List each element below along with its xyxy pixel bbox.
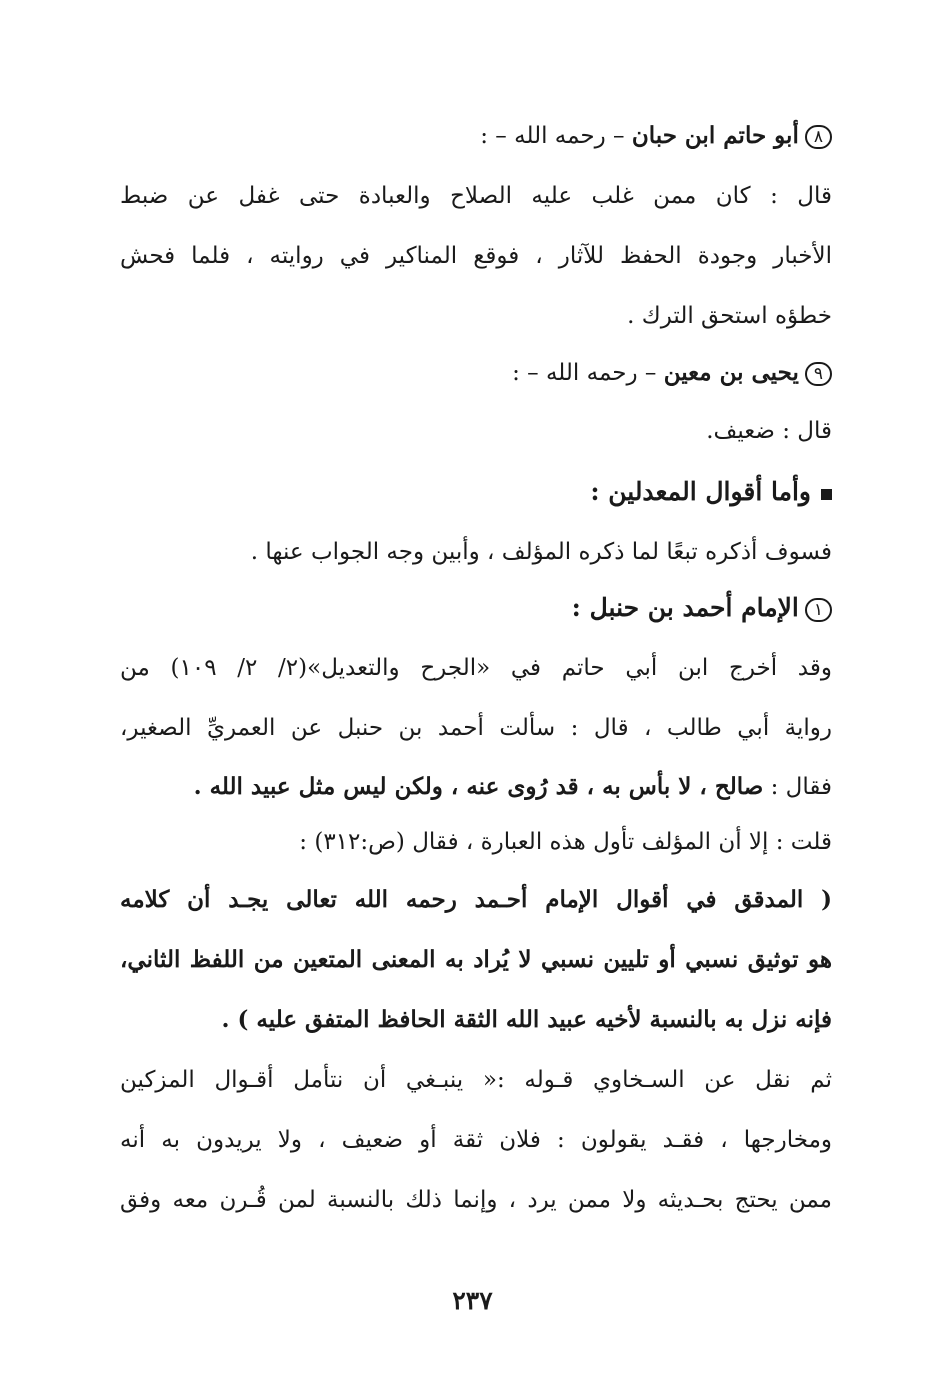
entry-name: أبو حاتم ابن حبان bbox=[631, 122, 799, 149]
bold-quote-line: هو توثيق نسبي أو تليين نسبي لا يُراد به المعنى المتعين من اللفظ الثاني، bbox=[120, 946, 832, 973]
entry-number-badge: ٩ bbox=[805, 362, 832, 386]
square-bullet-icon bbox=[821, 489, 832, 500]
paragraph-line: وقد أخرج ابن أبي حاتم في «الجرح والتعديل»(٢/ ٢/ ١٠٩) من bbox=[120, 655, 832, 681]
entry-9-heading bbox=[120, 353, 832, 393]
section-heading bbox=[120, 472, 832, 513]
paragraph-line: ممن يحتج بحـديثه ولا ممن يرد ، وإنما ذلك بالنسبة لمن قُـرن معه وفق bbox=[120, 1187, 832, 1213]
quote-bold: صالح ، لا بأس به ، قد رُوى عنه ، ولكن ليس مثل عبيد الله . bbox=[193, 773, 764, 800]
quote-line bbox=[120, 767, 832, 807]
paragraph-line: رواية أبي طالب ، قال : سألت أحمد بن حنبل عن العمريِّ الصغير، bbox=[120, 715, 832, 741]
paragraph-line: فسوف أذكره تبعًا لما ذكره المؤلف ، وأبين وجه الجواب عنها . bbox=[250, 539, 832, 565]
entry-suffix: – رحمه الله – : bbox=[512, 360, 657, 386]
entry-name: يحيى بن معين bbox=[663, 359, 799, 386]
quote-prefix: فقال : bbox=[770, 774, 832, 800]
paragraph-line: ثم نقل عن السـخاوي قـوله :« ينبـغي أن نتأمل أقـوال المزكين bbox=[120, 1067, 832, 1093]
imam-heading bbox=[120, 588, 832, 629]
paragraph-line: قلت : إلا أن المؤلف تأول هذه العبارة ، فقال (ص:٣١٢) : bbox=[299, 829, 832, 855]
paragraph-line: ومخارجها ، فقـد يقولون : فلان ثقة أو ضعيف ، ولا يريدون به أنه bbox=[120, 1127, 832, 1153]
paragraph-line: قال : كان ممن غلب عليه الصلاح والعبادة حتى غفل عن ضبط bbox=[120, 183, 832, 209]
entry-number-badge: ١ bbox=[805, 598, 832, 622]
page-number: ٢٣٧ bbox=[452, 1286, 493, 1315]
paragraph-line: خطؤه استحق الترك . bbox=[627, 303, 832, 329]
imam-title: الإمام أحمد بن حنبل : bbox=[571, 593, 799, 622]
entry-8-heading bbox=[120, 116, 832, 156]
entry-number-badge: ٨ bbox=[805, 125, 832, 149]
paragraph-line: الأخبار وجودة الحفظ للآثار ، فوقع المناكير في روايته ، فلما فحش bbox=[120, 243, 832, 269]
entry-suffix: – رحمه الله – : bbox=[480, 123, 625, 149]
paragraph-line: قال : ضعيف. bbox=[706, 418, 832, 444]
bold-quote-line: فإنه نزل به بالنسبة لأخيه عبيد الله الثقة الحافظ المتفق عليه ) . bbox=[221, 1006, 832, 1033]
bold-quote-line: ( المدقق في أقوال الإمام أحـمد رحمه الله تعالى يجـد أن كلامه bbox=[120, 886, 832, 913]
section-heading-text: وأما أقوال المعدلين : bbox=[590, 477, 811, 506]
